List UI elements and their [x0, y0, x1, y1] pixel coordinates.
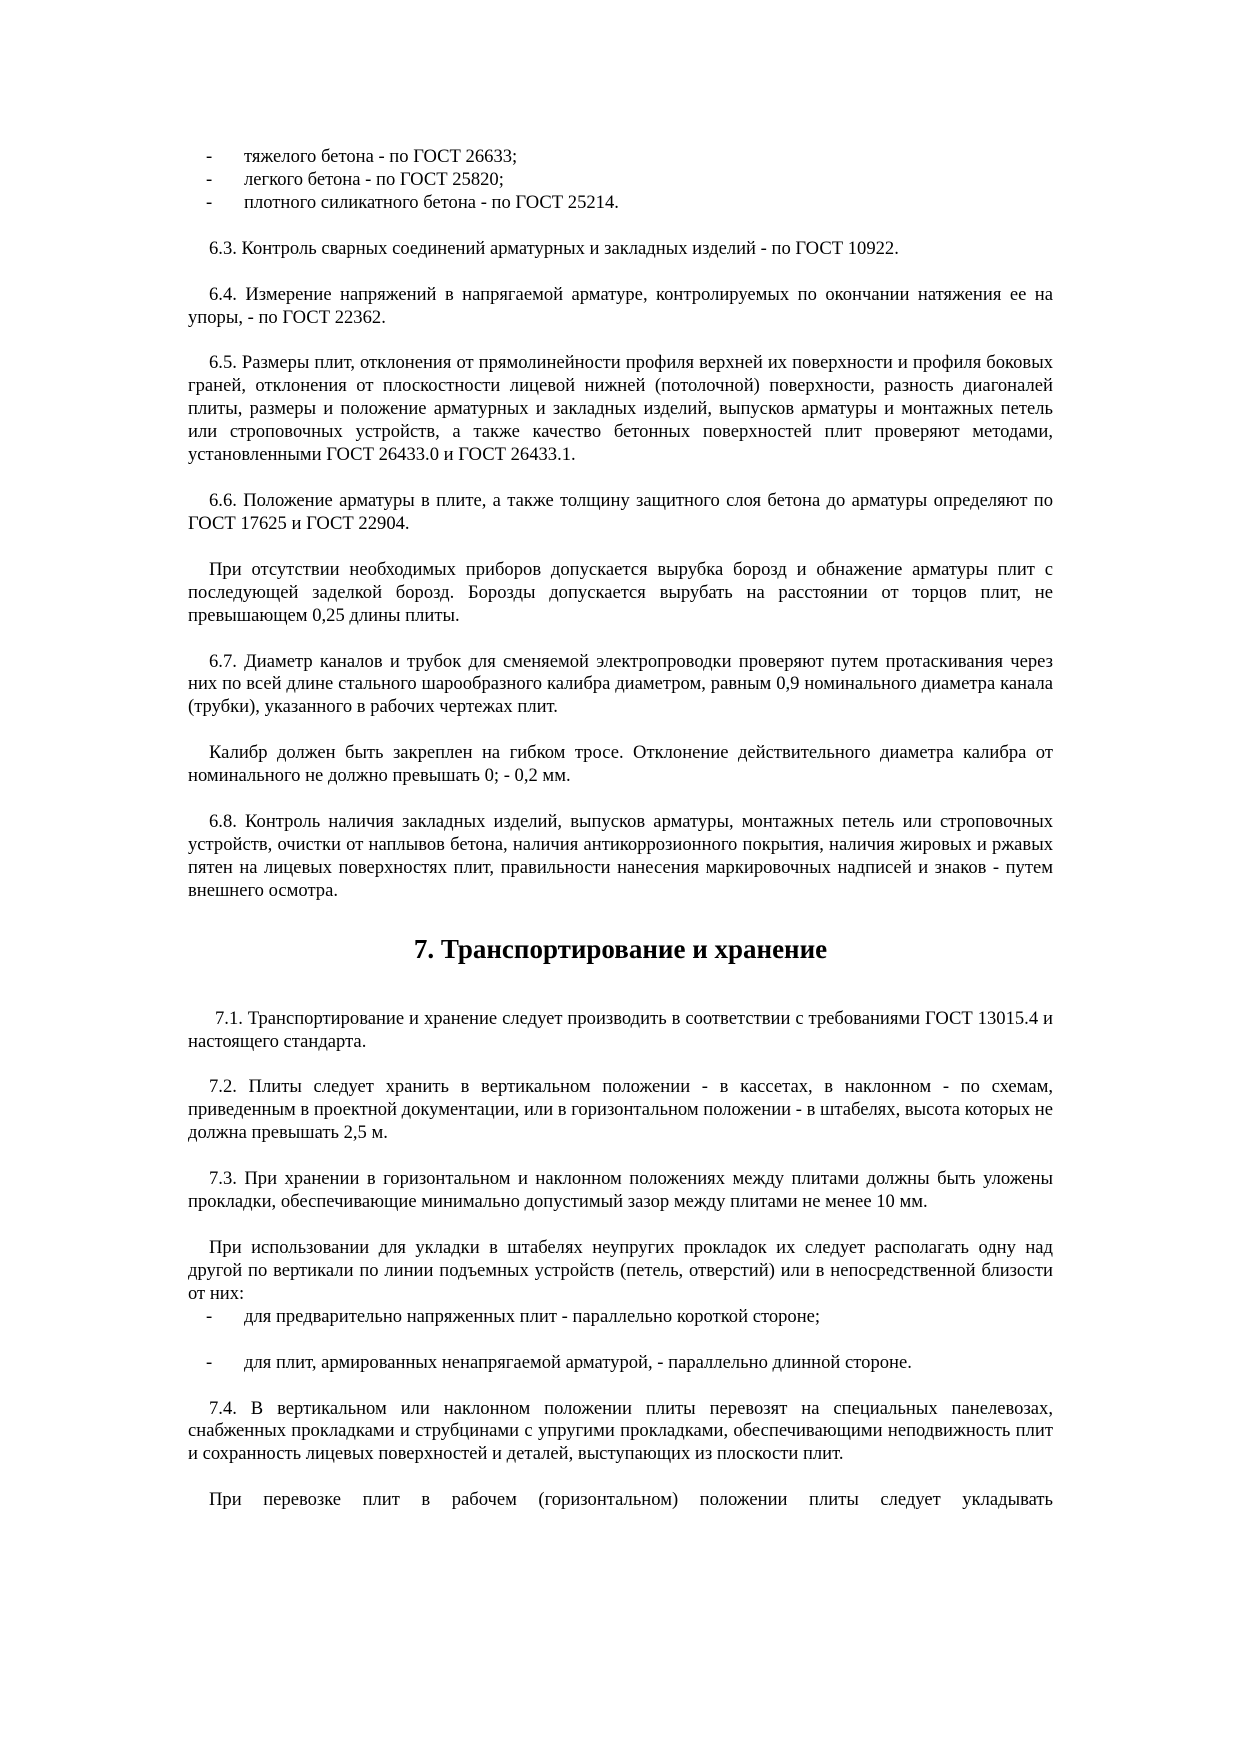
list-dash: - — [206, 1305, 213, 1327]
paragraph-6-6: 6.6. Положение арматуры в плите, а также толщину защитного слоя бетона до арматуры определяют по ГОСТ 17625 и ГОСТ 22904. — [188, 489, 1053, 534]
list-item-text: для предварительно напряженных плит - параллельно короткой стороне; — [244, 1305, 821, 1327]
list-item — [188, 1306, 1053, 1329]
paragraph-spacer — [188, 1053, 1053, 1076]
paragraph-7-3: 7.3. При хранении в горизонтальном и наклонном положениях между плитами должны быть уложены прокладки, обеспечивающие минимально допустимый зазор между плитами не менее 10 мм. — [188, 1168, 1053, 1213]
paragraph-7-4: 7.4. В вертикальном или наклонном положении плиты перевозят на специальных панелевозах, снабженных прокладками и струбцинами с упругими прокладками, обеспечивающими неподвижность плит и сохранность лицевых поверхностей и деталей, выступающих из плоскости плит. — [188, 1397, 1053, 1465]
paragraph-spacer — [188, 536, 1053, 559]
paragraph-6-7-continued: Калибр должен быть закреплен на гибком тросе. Отклонение действительного диаметра калибра от номинального не должно превышать 0; - 0,2 мм. — [188, 742, 1053, 787]
paragraph-spacer — [188, 215, 1053, 238]
list-dash: - — [206, 146, 213, 167]
paragraph-6-6-continued: При отсутствии необходимых приборов допускается вырубка борозд и обнажение арматуры плит с последующей заделкой борозд. Борозды допускается вырубать на расстоянии от торцов плит, не превышающем 0,25 длины плиты. — [188, 558, 1053, 626]
paragraph-spacer — [188, 329, 1053, 352]
paragraph-spacer — [188, 1145, 1053, 1168]
list-dash: - — [206, 168, 213, 190]
paragraph-7-2: 7.2. Плиты следует хранить в вертикальном положении - в кассетах, в наклонном - по схемам, приведенным в проектной документации, или в горизонтальном положении - в штабелях, высота которых не должна превышать 2,5 м. — [188, 1076, 1053, 1144]
list-item — [188, 169, 1053, 192]
list-item-text: тяжелого бетона - по ГОСТ 26633; — [244, 146, 518, 167]
paragraph-spacer — [188, 628, 1053, 651]
list-item — [188, 1352, 1053, 1375]
paragraph-7-3-continued: При использовании для укладки в штабелях неупругих прокладок их следует располагать одну над другой по вертикали по линии подъемных устройств (петель, отверстий) или в непосредственной близости от них: — [188, 1237, 1053, 1304]
list-spacer — [188, 1329, 1053, 1352]
list-item-text: для плит, армированных ненапрягаемой арматурой, - параллельно длинной стороне. — [244, 1351, 912, 1373]
list-dash: - — [206, 191, 213, 213]
list-item — [188, 192, 1053, 215]
paragraph-spacer — [188, 788, 1053, 811]
paragraph-6-7: 6.7. Диаметр каналов и трубок для сменяемой электропроводки проверяют путем протаскивания через них по всей длине стального шарообразного калибра диаметром, равным 0,9 номинального диаметра канала (трубки), указанного в рабочих чертежах плит. — [188, 650, 1053, 718]
paragraph-spacer — [188, 1375, 1053, 1398]
heading-spacer — [188, 903, 1053, 933]
paragraph-6-4: 6.4. Измерение напряжений в напрягаемой арматуре, контролируемых по окончании натяжения ее на упоры, - по ГОСТ 22362. — [188, 283, 1053, 328]
paragraph-7-1: 7.1. Транспортирование и хранение следует производить в соответствии с требованиями ГОСТ 13015.4 и настоящего стандарта. — [188, 1007, 1053, 1052]
paragraph-spacer — [188, 719, 1053, 742]
paragraph-spacer — [188, 261, 1053, 284]
paragraph-6-8: 6.8. Контроль наличия закладных изделий, выпусков арматуры, монтажных петель или строповочных устройств, очистки от наплывов бетона, наличия антикоррозионного покрытия, наличия жировых и ржавых пятен на лицевых поверхностях плит, правильности нанесения маркировочных надписей и знаков - путем внешнего осмотра. — [188, 811, 1053, 901]
paragraph-6-3: 6.3. Контроль сварных соединений арматурных и закладных изделий - по ГОСТ 10922. — [209, 237, 899, 259]
list-item-text: плотного силикатного бетона - по ГОСТ 25214. — [244, 191, 619, 213]
document-page — [188, 146, 1053, 1512]
paragraph-spacer — [188, 467, 1053, 490]
paragraph-6-5: 6.5. Размеры плит, отклонения от прямолинейности профиля верхней их поверхности и профиля боковых граней, отклонения от плоскостности лицевой нижней (потолочной) поверхности, разность диагоналей плиты, размеры и положение арматурных и закладных изделий, выпусков арматуры и монтажных петель или строповочных устройств, а также качество бетонных поверхностей плит проверяют методами, установленными ГОСТ 26433.0 и ГОСТ 26433.1. — [188, 352, 1053, 466]
paragraph-7-4-continued: При перевозке плит в рабочем (горизонтальном) положении плиты следует укладывать — [209, 1489, 1053, 1511]
list-item — [188, 146, 1053, 169]
list-dash: - — [206, 1351, 213, 1373]
section-heading: 7. Транспортирование и хранение — [413, 933, 828, 964]
paragraph-spacer — [188, 1214, 1053, 1237]
list-item-text: легкого бетона - по ГОСТ 25820; — [244, 168, 504, 190]
paragraph-spacer — [188, 1466, 1053, 1489]
heading-spacer — [188, 965, 1053, 1008]
